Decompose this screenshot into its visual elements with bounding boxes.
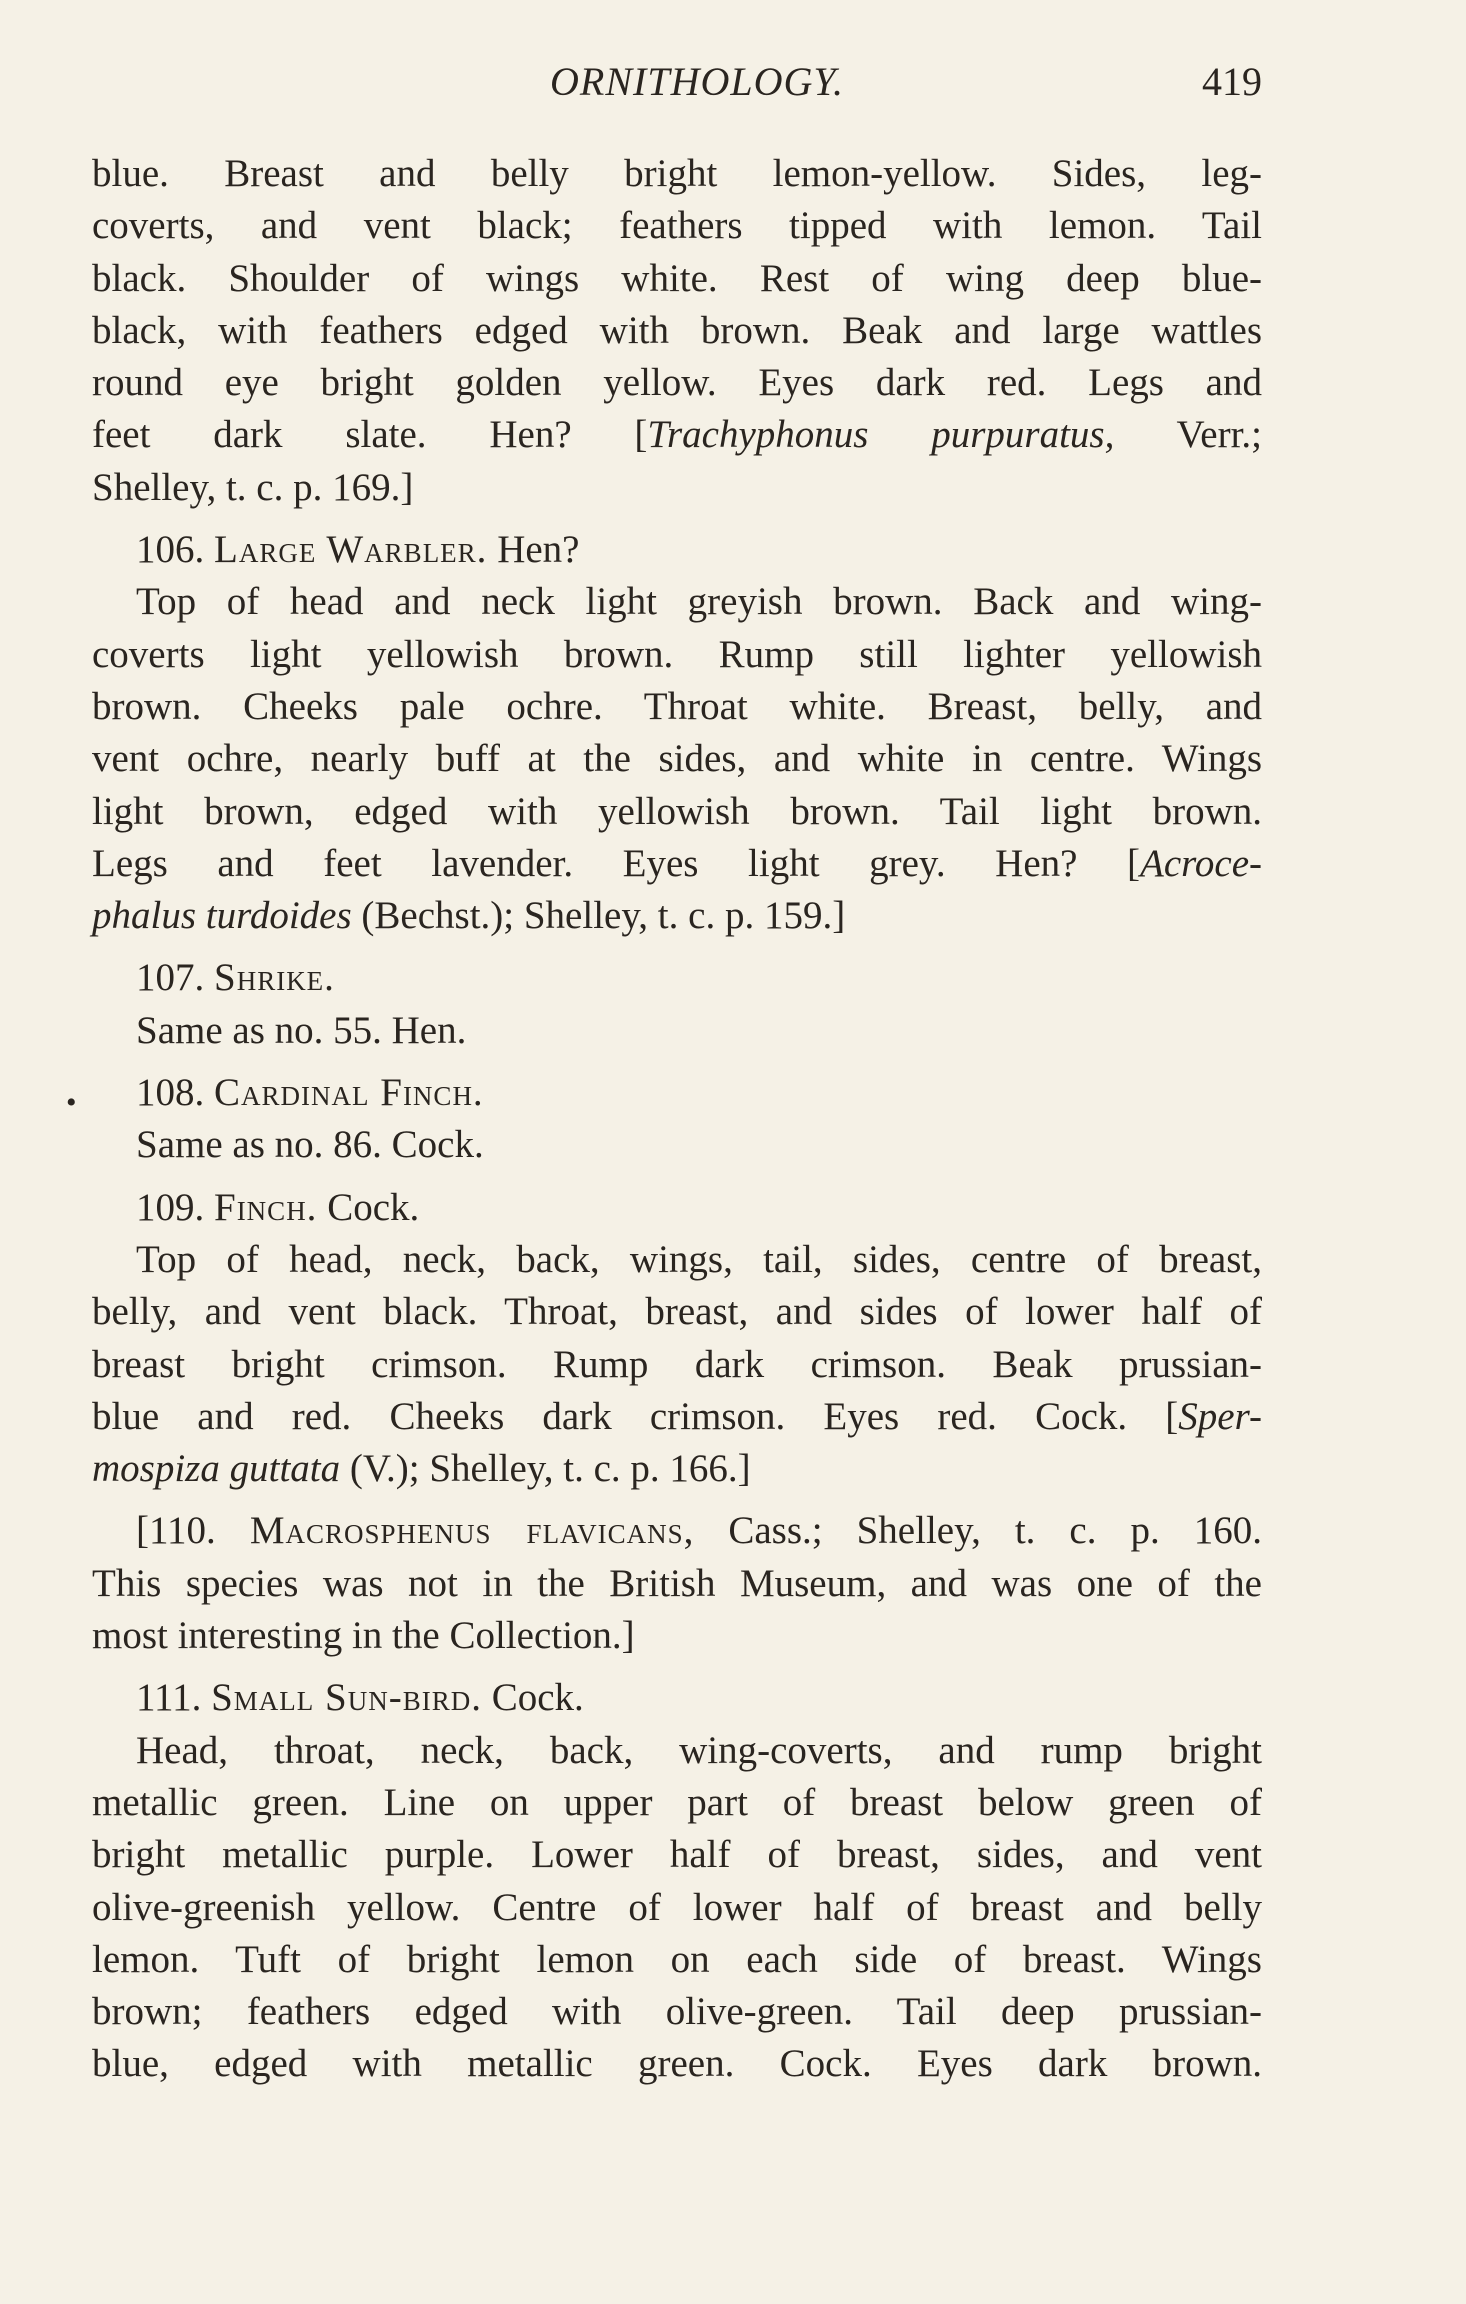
entry-number: 107. [136,956,205,1000]
running-head [92,52,1262,112]
text-line: most interesting in the Collection.] [92,1614,635,1658]
entry-number: 108. [136,1071,205,1115]
entry-sex: Cock. [491,1676,584,1720]
text-line: belly, and vent black. Throat, breast, and sides of lower half of [92,1290,1262,1334]
running-title: ORNITHOLOGY. [550,59,844,104]
text-run: Verr.; [1114,413,1263,457]
text-run: Legs and feet lavender. Eyes light grey. Hen? [ [92,841,1141,885]
text-line: This species was not in the British Museum, and was one of the [92,1561,1262,1605]
text-line: Shelley, t. c. p. 169.] [92,465,414,509]
text-run: blue and red. Cheeks dark crimson. Eyes red. Cock. [ [92,1394,1179,1438]
text-run: Cass.; Shelley, t. c. p. 160. [694,1509,1262,1553]
text-line: Top of head, neck, back, wings, tail, sides, centre of breast, [136,1237,1262,1281]
text-line: blue. Breast and belly bright lemon-yellow. Sides, leg- [92,152,1262,195]
species-name: Trachyphonus purpuratus, [647,413,1115,457]
text-line: coverts, and vent black; feathers tipped with lemon. Tail [92,204,1262,248]
page-number: 419 [1202,59,1262,104]
text-line [92,1443,1262,1495]
entry-name: Large Warbler. [214,528,488,572]
species-name: mospiza guttata [92,1447,341,1491]
text-line: light brown, edged with yellowish brown. Tail light brown. [92,789,1262,833]
text-line: black. Shoulder of wings white. Rest of wing deep blue- [92,256,1262,300]
entry-heading [92,524,1262,576]
entry-number: [110. [136,1509,216,1553]
entry-heading [92,952,1262,1004]
entry-number: 111. [136,1676,202,1720]
entry-sex: Cock. [327,1185,420,1229]
text-line: Top of head and neck light greyish brown. Back and wing- [136,580,1262,624]
entry-number: 106. [136,528,205,572]
text-line [92,1391,1262,1443]
text-line: lemon. Tuft of bright lemon on each side of breast. Wings [92,1937,1262,1981]
entry-108 [66,1067,1262,1172]
entry-105-continued [92,148,1262,514]
text-run: (V.); Shelley, t. c. p. 166.] [340,1447,751,1491]
entry-heading [92,1067,1262,1119]
entry-name: Small Sun-bird. [211,1676,482,1720]
text-line: Head, throat, neck, back, wing-coverts, and rump bright [136,1728,1262,1772]
entry-heading [92,1182,1262,1234]
text-run: (Bechst.); Shelley, t. c. p. 159.] [351,894,846,938]
text-line: olive-greenish yellow. Centre of lower half of breast and belly [92,1885,1262,1929]
text-line: Same as no. 86. Cock. [136,1123,484,1167]
entry-number: 109. [136,1185,205,1229]
entry-name: Cardinal Finch. [214,1071,484,1115]
text-line: brown; feathers edged with olive-green. Tail deep prussian- [92,1990,1262,2034]
text-line [92,890,1262,942]
species-name: Acroce- [1140,841,1262,885]
entry-sex: Hen? [497,528,580,572]
text-line: breast bright crimson. Rump dark crimson. Beak prussian- [92,1342,1262,1386]
entry-name: Finch. [214,1185,318,1229]
margin-mark: • [66,1086,77,1120]
entry-106 [92,524,1262,942]
entry-heading [92,1672,1262,1724]
body-text [66,148,1263,2091]
species-name: Sper- [1178,1394,1262,1438]
text-line: vent ochre, nearly buff at the sides, and white in centre. Wings [92,737,1262,781]
text-line: black, with feathers edged with brown. Beak and large wattles [92,308,1262,352]
text-line: blue, edged with metallic green. Cock. Eyes dark brown. [92,2042,1262,2086]
text-line [92,409,1262,461]
text-line: brown. Cheeks pale ochre. Throat white. Breast, belly, and [92,684,1262,728]
text-line: round eye bright golden yellow. Eyes dark red. Legs and [92,361,1262,405]
entry-heading [92,1505,1262,1557]
entry-107 [92,952,1262,1057]
text-line: Same as no. 55. Hen. [136,1008,467,1052]
text-line: bright metallic purple. Lower half of breast, sides, and vent [92,1833,1262,1877]
text-run: feet dark slate. Hen? [ [92,413,648,457]
text-line: metallic green. Line on upper part of breast below green of [92,1780,1262,1824]
entry-110 [92,1505,1262,1662]
text-line [92,838,1262,890]
entry-111 [92,1672,1262,2090]
text-line: coverts light yellowish brown. Rump still lighter yellowish [92,632,1262,676]
entry-name: Shrike. [214,956,335,1000]
entry-109 [92,1182,1262,1496]
entry-name: Macrosphenus flavicans, [249,1509,695,1553]
species-name: phalus turdoides [92,894,352,938]
